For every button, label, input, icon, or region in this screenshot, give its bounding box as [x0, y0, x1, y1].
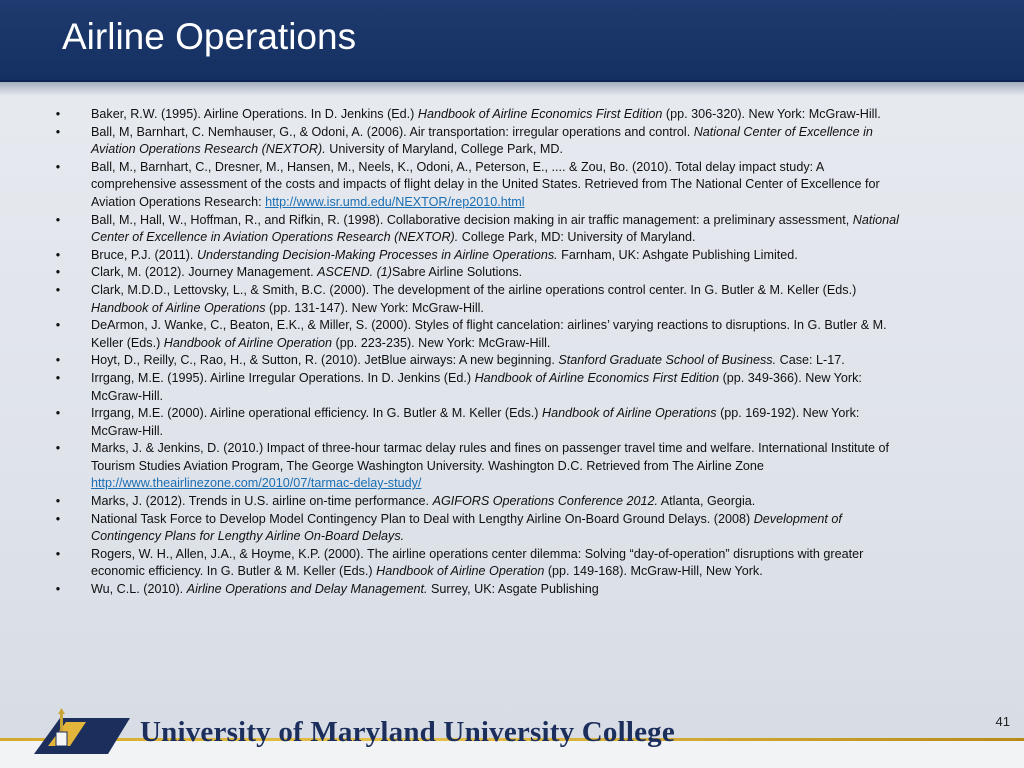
reference-text: Clark, M. (2012). Journey Management.	[91, 265, 318, 280]
reference-text: Irrgang, M.E. (1995). Airline Irregular Operations. In D. Jenkins (Ed.)	[91, 370, 475, 385]
title-shadow	[0, 82, 1024, 96]
reference-item	[52, 440, 912, 493]
reference-text: Bruce, P.J. (2011).	[91, 247, 197, 262]
reference-italic-text: Handbook of Airline Operation	[163, 335, 333, 350]
reference-text: Irrgang, M.E. (2000). Airline operational efficiency. In G. Butler & M. Keller (Eds.)	[91, 406, 543, 421]
bullet-icon: •	[55, 282, 61, 297]
bullet-icon: •	[55, 370, 61, 385]
reference-text: (pp. 131-147). New York: McGraw-Hill.	[265, 300, 484, 315]
reference-text: DeArmon, J. Wanke, C., Beaton, E.K., & Miller, S. (2000). Styles of flight cancelation: airlines’ varying reactions to disruptions. In G. Butler & M. Keller (Eds.)	[91, 318, 887, 350]
reference-text: Hoyt, D., Reilly, C., Rao, H., & Sutton, R. (2010). JetBlue airways: A new beginning.	[91, 353, 559, 368]
reference-item	[52, 511, 912, 546]
reference-text: Ball, M, Barnhart, C. Nemhauser, G., & Odoni, A. (2006). Air transportation: irregular operations and control.	[91, 124, 694, 139]
reference-item	[52, 546, 912, 581]
reference-italic-text: Handbook of Airline Operations	[542, 406, 717, 421]
reference-text: Ball, M., Hall, W., Hoffman, R., and Rifkin, R. (1998). Collaborative decision making in air traffic management: a preliminary assessment,	[91, 212, 853, 227]
reference-italic-text: Understanding Decision-Making Processes in Airline Operations.	[196, 247, 558, 262]
university-name: University of Maryland University College	[140, 716, 675, 748]
bullet-icon: •	[55, 582, 61, 597]
reference-list	[52, 106, 912, 599]
reference-text: (pp. 223-235). New York: McGraw-Hill.	[332, 335, 551, 350]
bullet-icon: •	[55, 265, 61, 280]
reference-text: Marks, J. (2012). Trends in U.S. airline on-time performance.	[91, 494, 433, 509]
reference-text: Rogers, W. H., Allen, J.A., & Hoyme, K.P. (2000). The airline operations center dilemma: Solving “day-of-operation” disruptions with greater economic efficiency. In G. Butler & M. Keller (Eds.)	[91, 546, 864, 579]
reference-text: Atlanta, Georgia.	[657, 494, 756, 509]
reference-item	[52, 317, 912, 352]
reference-item	[52, 264, 912, 282]
reference-italic-text: AGIFORS Operations Conference 2012.	[432, 494, 658, 509]
reference-item	[52, 106, 912, 124]
reference-italic-text: Development of Contingency Plans for Lengthy Airline On-Board Delays.	[91, 511, 842, 544]
umuc-logo-icon	[30, 708, 134, 760]
bullet-icon: •	[55, 212, 61, 227]
bullet-icon: •	[55, 107, 61, 121]
reference-italic-text: Stanford Graduate School of Business.	[558, 353, 777, 368]
reference-text: Marks, J. & Jenkins, D. (2010.) Impact of three-hour tarmac delay rules and fines on passenger travel time and welfare. International Institute of Tourism Studies Aviation Program, The George Washington University. Washington D.C. Retrieved from The Airline Zone	[91, 441, 889, 473]
bullet-icon: •	[55, 247, 61, 262]
reference-text: National Task Force to Develop Model Contingency Plan to Deal with Lengthy Airline On-Board Ground Delays. (2008)	[91, 511, 754, 526]
slide-title: Airline Operations	[62, 16, 357, 57]
reference-text: Ball, M., Barnhart, C., Dresner, M., Hansen, M., Neels, K., Odoni, A., Peterson, E., .... & Zou, Bo. (2010). Total delay impact study: A comprehensive assessment of the costs and impacts of flight delay in the United States. Retrieved from The National Center of Excellence for Aviation Operations Research:	[91, 159, 880, 209]
reference-italic-text: Handbook of Airline Operation	[376, 564, 545, 579]
bullet-icon: •	[55, 318, 61, 333]
reference-text: College Park, MD: University of Maryland.	[458, 230, 696, 245]
reference-text: Case: L-17.	[776, 353, 845, 368]
reference-item	[52, 282, 912, 317]
bullet-icon: •	[55, 159, 61, 174]
reference-text: Clark, M.D.D., Lettovsky, L., & Smith, B.C. (2000). The development of the airline operations control center. In G. Butler & M. Keller (Eds.)	[91, 282, 857, 297]
bullet-icon: •	[55, 441, 61, 456]
reference-italic-text: National Center of Excellence in Aviation Operations Research (NEXTOR).	[91, 212, 899, 245]
reference-item	[52, 352, 912, 370]
reference-text: Sabre Airline Solutions.	[391, 265, 523, 280]
bullet-icon: •	[55, 511, 61, 526]
bullet-icon: •	[55, 546, 61, 561]
reference-italic-text: Airline Operations and Delay Management.	[186, 582, 428, 597]
reference-item	[52, 493, 912, 511]
bullet-icon: •	[55, 124, 61, 139]
reference-link[interactable]: http://www.theairlinezone.com/2010/07/tarmac-delay-study/	[91, 476, 422, 491]
reference-item	[52, 124, 912, 159]
reference-italic-text: ASCEND. (1)	[317, 265, 392, 280]
reference-italic-text: Handbook of Airline Operations	[91, 300, 266, 315]
reference-italic-text: Handbook of Airline Economics First Edition	[417, 107, 663, 121]
reference-text: (pp. 169-192). New York: McGraw-Hill.	[91, 406, 860, 438]
bullet-icon: •	[55, 406, 61, 421]
reference-text: (pp. 306-320). New York: McGraw-Hill.	[662, 107, 881, 121]
reference-text: Surrey, UK: Asgate Publishing	[427, 582, 599, 597]
bullet-icon: •	[55, 353, 61, 368]
title-bar	[0, 0, 1024, 82]
reference-text: (pp. 349-366). New York: McGraw-Hill.	[91, 370, 862, 403]
reference-text: University of Maryland, College Park, MD.	[325, 142, 563, 157]
reference-item	[52, 405, 912, 440]
reference-item	[52, 247, 912, 265]
page-number: 41	[995, 714, 1010, 729]
bullet-icon: •	[55, 494, 61, 509]
reference-text: (pp. 149-168). McGraw-Hill, New York.	[544, 564, 763, 579]
reference-item	[52, 159, 912, 212]
reference-item	[52, 581, 912, 599]
reference-text: Baker, R.W. (1995). Airline Operations. In D. Jenkins (Ed.)	[91, 107, 418, 121]
reference-item	[52, 370, 912, 405]
reference-text: Wu, C.L. (2010).	[91, 582, 187, 597]
reference-italic-text: Handbook of Airline Economics First Edition	[474, 370, 720, 385]
reference-item	[52, 212, 912, 247]
reference-text: Farnham, UK: Ashgate Publishing Limited.	[557, 247, 798, 262]
reference-link[interactable]: http://www.isr.umd.edu/NEXTOR/rep2010.html	[265, 194, 525, 209]
reference-italic-text: National Center of Excellence in Aviation Operations Research (NEXTOR).	[91, 124, 873, 157]
